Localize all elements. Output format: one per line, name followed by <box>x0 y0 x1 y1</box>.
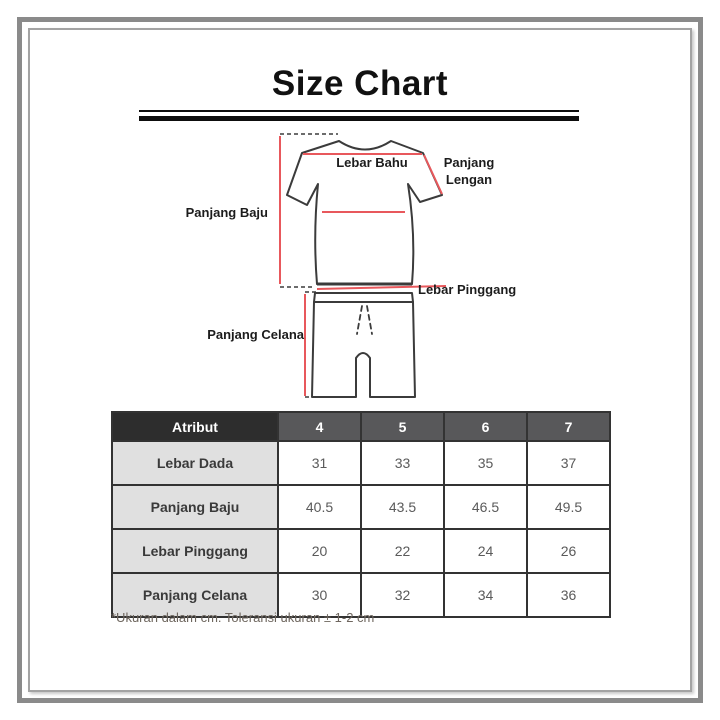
cell-value: 35 <box>444 441 527 485</box>
header-size-5: 5 <box>361 412 444 441</box>
cell-value: 33 <box>361 441 444 485</box>
label-sleeve-length-line1: Panjang <box>443 155 495 170</box>
cell-value: 34 <box>444 573 527 617</box>
table-row <box>112 485 610 529</box>
cell-value: 31 <box>278 441 361 485</box>
header-size-7: 7 <box>527 412 610 441</box>
page-title: Size Chart <box>271 64 449 103</box>
title-underline-thin <box>139 110 579 112</box>
row-label-lebar-pinggang: Lebar Pinggang <box>112 529 278 573</box>
label-sleeve-length <box>433 154 505 188</box>
label-waist-width: Lebar Pinggang <box>418 282 517 297</box>
cell-value: 46.5 <box>444 485 527 529</box>
size-table <box>111 411 611 618</box>
cell-value: 36 <box>527 573 610 617</box>
label-shirt-length: Panjang Baju <box>185 205 268 220</box>
cell-value: 40.5 <box>278 485 361 529</box>
label-sleeve-length-line2: Lengan <box>445 172 493 187</box>
label-pants-length: Panjang Celana <box>207 327 304 342</box>
label-shoulder-width: Lebar Bahu <box>336 155 408 170</box>
cell-value: 24 <box>444 529 527 573</box>
cell-value: 22 <box>361 529 444 573</box>
header-attribute: Atribut <box>112 412 278 441</box>
cell-value: 32 <box>361 573 444 617</box>
row-label-panjang-baju: Panjang Baju <box>112 485 278 529</box>
header-size-4: 4 <box>278 412 361 441</box>
title-underline-thick <box>139 116 579 121</box>
cell-value: 37 <box>527 441 610 485</box>
footnote: *Ukuran dalam cm. Toleransi ukuran ± 1-2 cm <box>111 610 375 625</box>
table-row <box>112 529 610 573</box>
cell-value: 26 <box>527 529 610 573</box>
table-header-row <box>112 412 610 441</box>
row-label-panjang-celana: Panjang Celana <box>112 573 278 617</box>
table-row <box>112 441 610 485</box>
header-size-6: 6 <box>444 412 527 441</box>
cell-value: 43.5 <box>361 485 444 529</box>
cell-value: 30 <box>278 573 361 617</box>
cell-value: 20 <box>278 529 361 573</box>
cell-value: 49.5 <box>527 485 610 529</box>
row-label-lebar-dada: Lebar Dada <box>112 441 278 485</box>
title-underline <box>139 110 579 121</box>
